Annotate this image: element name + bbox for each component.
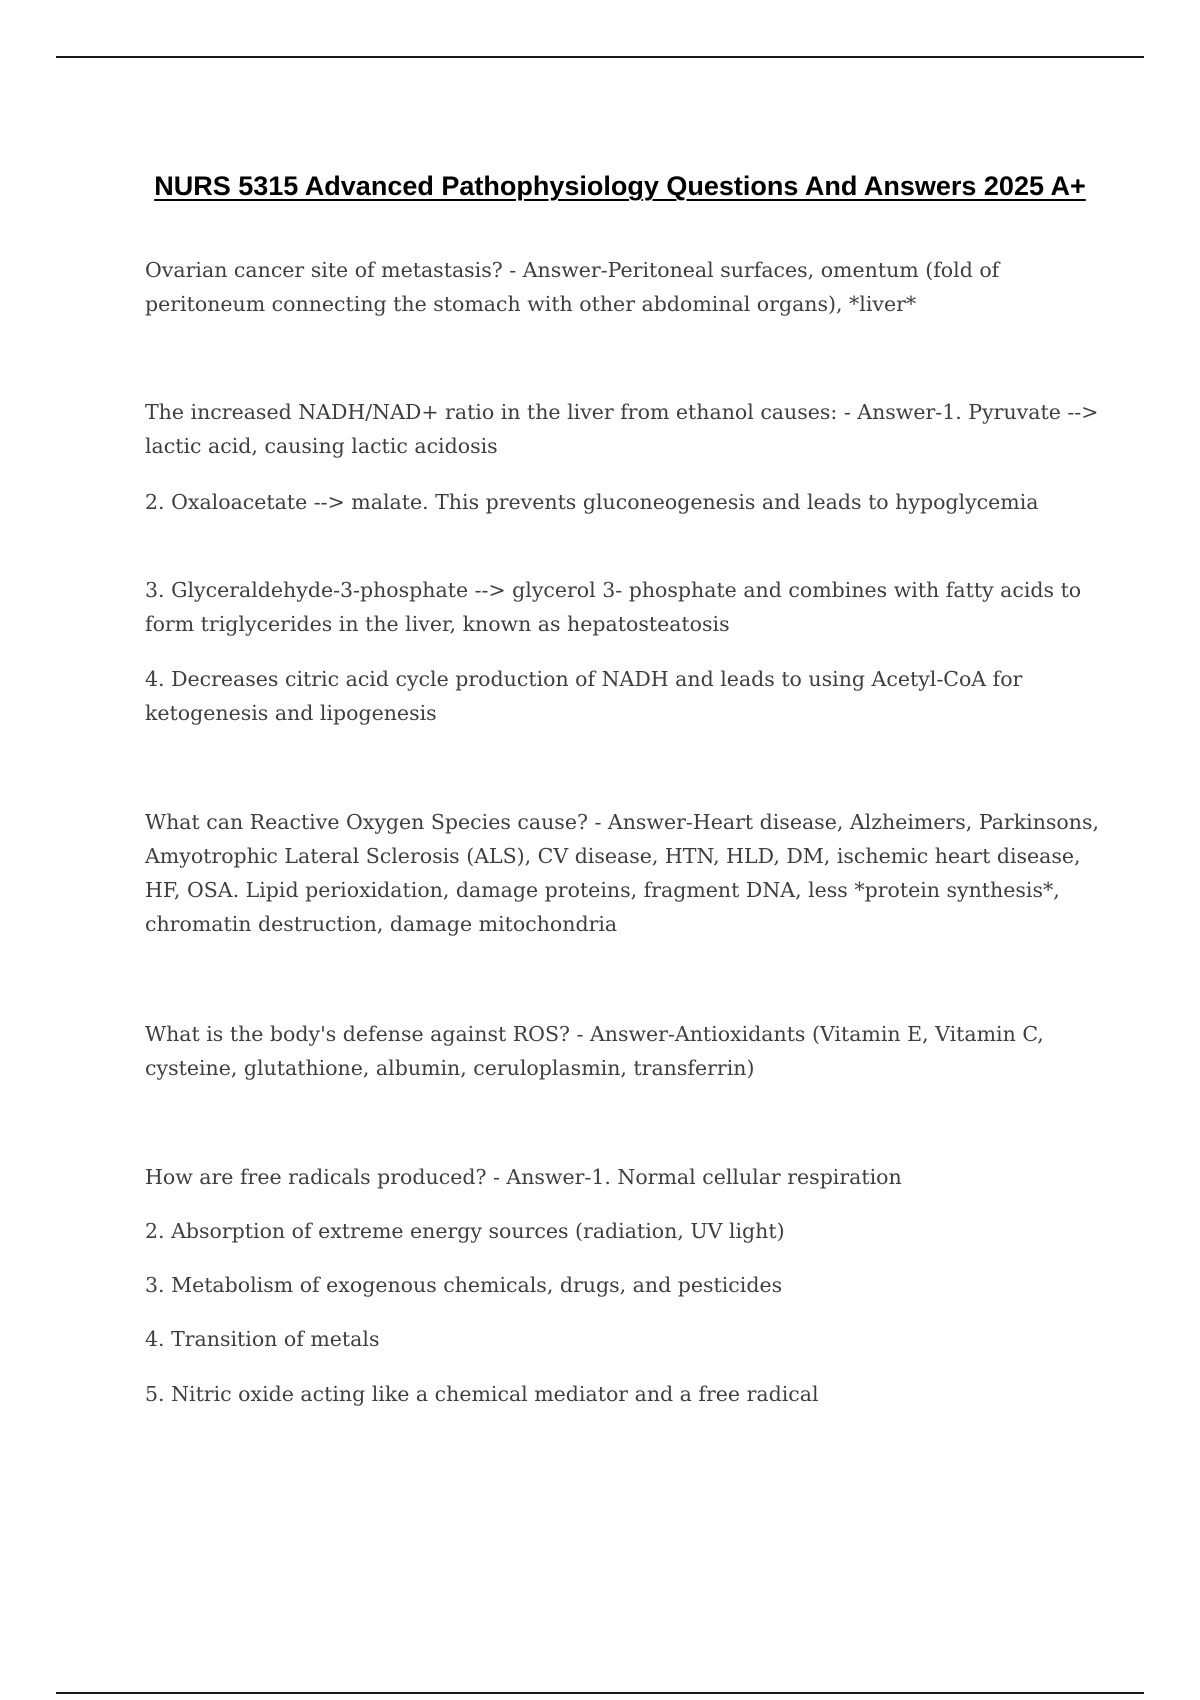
qa-block-nadh-item-3 xyxy=(145,573,1105,641)
qa-block-free-radicals xyxy=(145,1160,1105,1194)
qa-paragraph: How are free radicals produced? - Answer-1. Normal cellular respiration xyxy=(145,1165,902,1189)
document-title: NURS 5315 Advanced Pathophysiology Questions And Answers 2025 A+ xyxy=(154,171,1086,202)
qa-block-free-radicals-item-3 xyxy=(145,1268,1105,1302)
qa-block-ovarian-cancer xyxy=(145,253,1105,321)
qa-paragraph: The increased NADH/NAD+ ratio in the liver from ethanol causes: - Answer-1. Pyruvate --> lactic acid, causing lactic acidosis xyxy=(145,400,1099,458)
qa-list-item: 4. Transition of metals xyxy=(145,1327,380,1351)
qa-paragraph: What is the body's defense against ROS? - Answer-Antioxidants (Vitamin E, Vitamin C, cysteine, glutathione, albumin, ceruloplasmin, transferrin) xyxy=(145,1022,1044,1080)
qa-block-free-radicals-item-2 xyxy=(145,1214,1105,1248)
qa-block-nadh-item-4 xyxy=(145,662,1105,730)
qa-block-ros-cause xyxy=(145,805,1105,941)
qa-list-item: 2. Oxaloacetate --> malate. This prevents gluconeogenesis and leads to hypoglycemia xyxy=(145,490,1039,514)
bottom-rule xyxy=(56,1692,1144,1694)
qa-list-item: 5. Nitric oxide acting like a chemical mediator and a free radical xyxy=(145,1382,819,1406)
qa-list-item: 4. Decreases citric acid cycle production of NADH and leads to using Acetyl-CoA for ketogenesis and lipogenesis xyxy=(145,667,1023,725)
qa-list-item: 2. Absorption of extreme energy sources (radiation, UV light) xyxy=(145,1219,785,1243)
qa-paragraph: Ovarian cancer site of metastasis? - Answer-Peritoneal surfaces, omentum (fold of peritoneum connecting the stomach with other abdominal organs), *liver* xyxy=(145,258,1000,316)
top-rule xyxy=(56,56,1144,58)
qa-list-item: 3. Glyceraldehyde-3-phosphate --> glycerol 3- phosphate and combines with fatty acids to form triglycerides in the liver, known as hepatosteatosis xyxy=(145,578,1082,636)
qa-block-nadh-item-2 xyxy=(145,485,1105,519)
qa-list-item: 3. Metabolism of exogenous chemicals, drugs, and pesticides xyxy=(145,1273,783,1297)
qa-paragraph: What can Reactive Oxygen Species cause? - Answer-Heart disease, Alzheimers, Parkinsons, Amyotrophic Lateral Sclerosis (ALS), CV disease, HTN, HLD, DM, ischemic heart disease, HF, OSA. Lipid perioxidation, damage proteins, fragment DNA, less *protein synthesis*, chromatin destruction, damage mitochondria xyxy=(145,810,1100,936)
qa-block-free-radicals-item-5 xyxy=(145,1377,1105,1411)
qa-block-free-radicals-item-4 xyxy=(145,1322,1105,1356)
qa-block-nadh-ratio xyxy=(145,395,1105,463)
qa-block-ros-defense xyxy=(145,1017,1105,1085)
